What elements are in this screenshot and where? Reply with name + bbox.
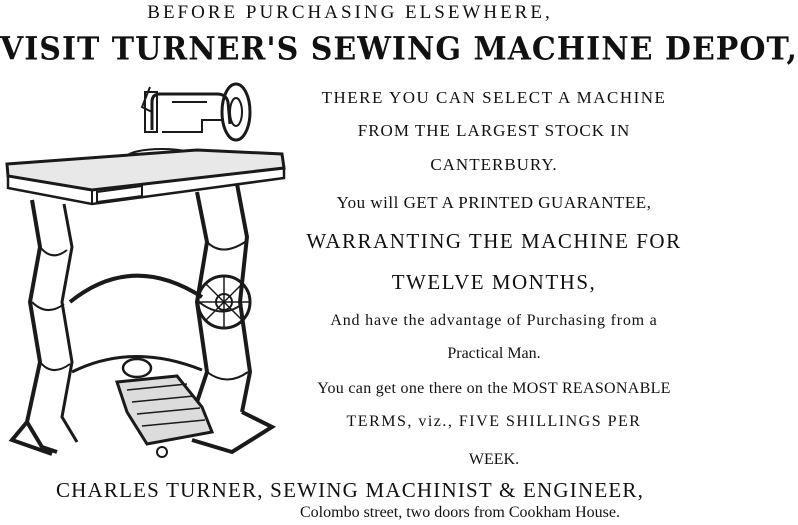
footer-address: Colombo street, two doors from Cookham House. [300, 504, 620, 521]
sewing-machine-icon [2, 72, 292, 482]
body-line-6: TWELVE MONTHS, [391, 270, 597, 294]
body-line-7: And have the advantage of Purchasing from a [330, 312, 658, 329]
header-line-1: BEFORE PURCHASING ELSEWHERE, [147, 2, 553, 23]
body-line-4: You will GET A PRINTED GUARANTEE, [336, 193, 652, 212]
body-line-2: FROM THE LARGEST STOCK IN [357, 121, 631, 140]
body-line-5: WARRANTING THE MACHINE FOR [306, 229, 682, 253]
header-title: VISIT TURNER'S SEWING MACHINE DEPOT, [0, 31, 798, 68]
body-line-1: THERE YOU CAN SELECT A MACHINE [321, 88, 667, 107]
body-line-3: CANTERBURY. [430, 155, 558, 174]
body-line-11: WEEK. [468, 451, 520, 468]
footer-name: CHARLES TURNER, SEWING MACHINIST & ENGINEER, [55, 478, 645, 502]
body-line-10: TERMS, viz., FIVE SHILLINGS PER [346, 413, 642, 430]
body-line-8: Practical Man. [447, 345, 541, 362]
body-line-9: You can get one there on the MOST REASONABLE [317, 380, 671, 397]
